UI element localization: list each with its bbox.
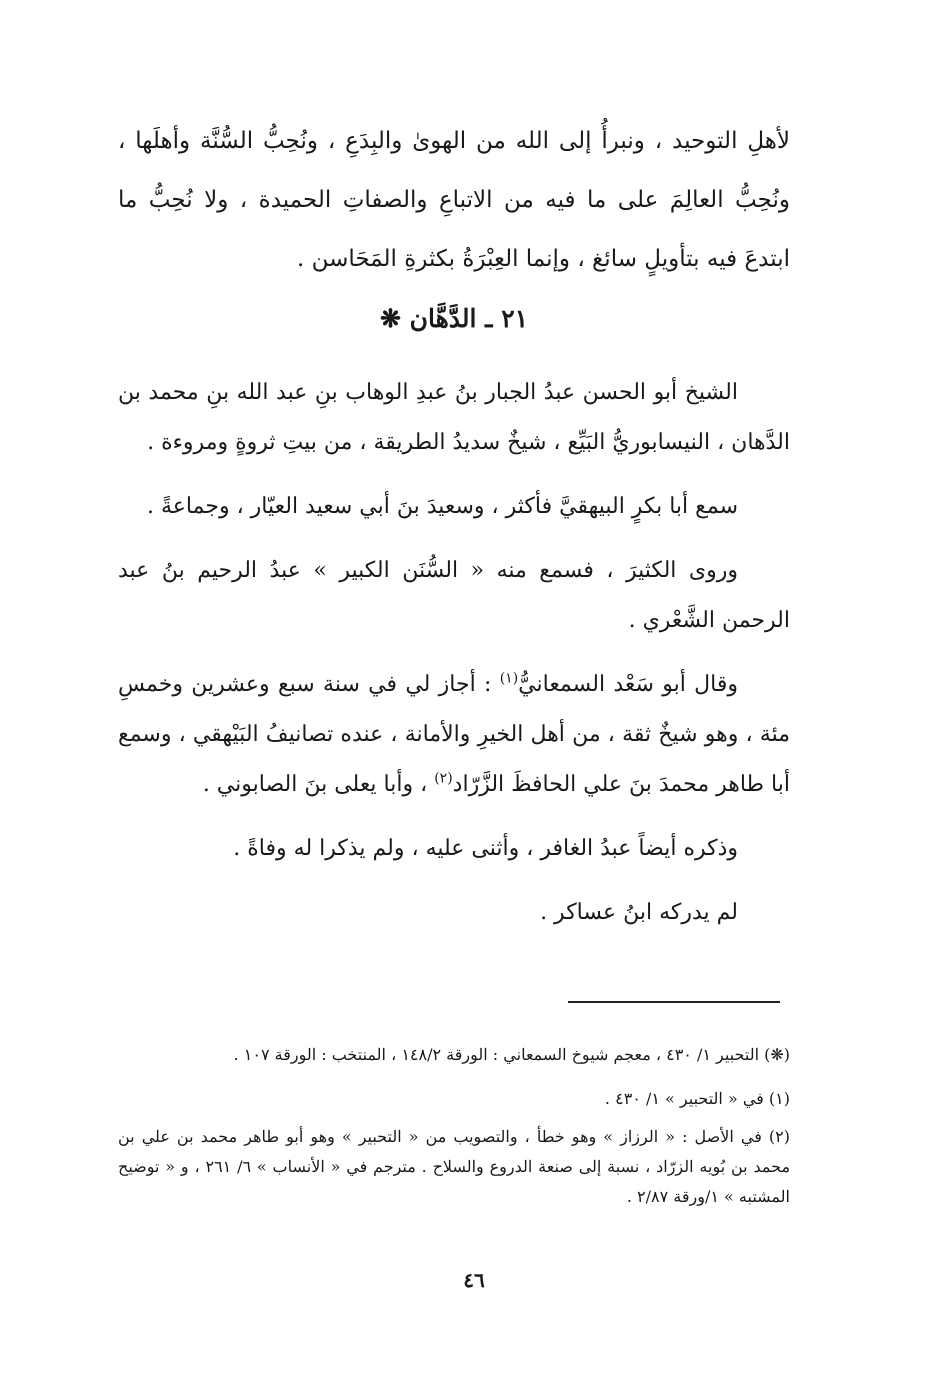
paragraph-lineage: الشيخ أبو الحسن عبدُ الجبار بنُ عبدِ الوهاب بنِ عبد الله بنِ محمد بن الدَّهان ، النيسابوريُّ البَيِّع ، شيخٌ سديدُ الطريقة ، من بيتِ ثروةٍ ومروءة . xyxy=(118,380,790,455)
paragraph-samani-quote xyxy=(118,660,790,810)
footnote-star: (❋) التحبير ١/ ٤٣٠ ، معجم شيوخ السمعاني : الورقة ١٤٨/٢ ، المنتخب : الورقة ١٠٧ . xyxy=(233,1045,790,1064)
quote-part-3: ، وأبا يعلى بنَ الصابوني . xyxy=(202,772,435,797)
quote-part-1: وقال أبو سَعْد السمعانيُّ xyxy=(518,672,738,697)
footnotes xyxy=(118,1040,790,1220)
entry-body xyxy=(118,368,790,952)
paragraph-abdulghafir: وذكره أيضاً عبدُ الغافر ، وأثنى عليه ، ولم يذكرا له وفاةً . xyxy=(233,836,738,861)
footnote-1: (١) في « التحبير » ١/ ٤٣٠ . xyxy=(604,1089,790,1108)
intro-paragraph: لأهلِ التوحيد ، ونبرأُ إلى الله من الهوىٰ والبِدَعِ ، ونُحِبُّ السُّنَّة وأهلَها ، ونُحِبُّ العالِمَ على ما فيه من الاتباعِ والصفاتِ الحميدة ، ولا نُحِبُّ ما ابتدعَ فيه بتأويلٍ سائغ ، وإنما العِبْرَةُ بكثرةِ المَحَاسن . xyxy=(118,128,790,272)
footnote-divider xyxy=(568,1001,780,1003)
footnote-2: (٢) في الأصل : « الرزاز » وهو خطأ ، والتصويب من « التحبير » وهو أبو طاهر محمد بن علي بن محمد بن بُويه الزرّاد ، نسبة إلى صنعة الدروع والسلاح . مترجم في « الأنساب » ٦/ ٢٦١ ، و « توضيح المشتبه » ١/ورقة ٢/٨٧ . xyxy=(118,1127,791,1206)
quote-part-2: : أجاز لي في سنة سبع وعشرين وخمسِ مئة ، وهو شيخٌ ثقة ، من أهل الخيرِ والأمانة ، عنده تصانيفُ البَيْهقي ، وسمع أبا طاهر محمدَ بنَ علي الحافظَ الزَّرّاد xyxy=(118,672,791,797)
paragraph-ibn-asakir: لم يدركه ابنُ عساكر . xyxy=(540,900,738,925)
footnote-ref-2[interactable]: (٢) xyxy=(434,770,453,787)
footnote-ref-1[interactable]: (١) xyxy=(499,670,519,687)
entry-title: ٢١ ـ الدَّهَّان ❋ xyxy=(379,304,529,333)
paragraph-teachers: سمع أبا بكرٍ البيهقيَّ فأكثر ، وسعيدَ بنَ أبي سعيد العيّار ، وجماعةً . xyxy=(147,494,738,519)
page-number: ٤٦ xyxy=(463,1268,485,1292)
paragraph-students: وروى الكثيرَ ، فسمع منه « السُّنَن الكبير » عبدُ الرحيم بنُ عبد الرحمن الشَّعْري . xyxy=(118,558,790,633)
